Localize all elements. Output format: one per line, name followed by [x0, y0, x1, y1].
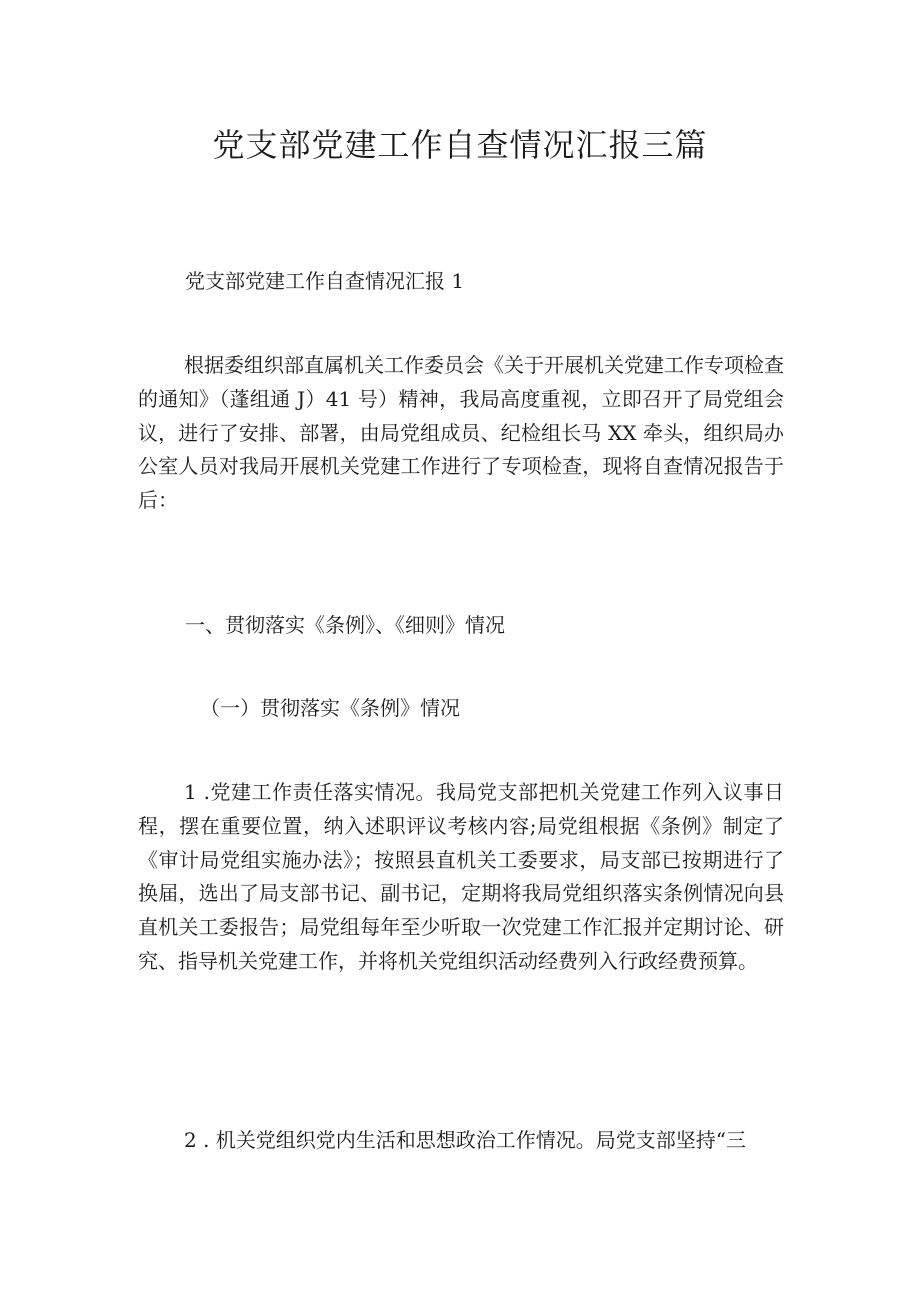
item-2-paragraph: 2 . 机关党组织党内生活和思想政治工作情况。局党支部坚持“三	[184, 1128, 747, 1152]
subsection-heading: （一）贯彻落实《条例》情况	[200, 696, 460, 720]
intro-paragraph: 根据委组织部直属机关工作委员会《关于开展机关党建工作专项检查的通知》（蓬组通 J）41 号）精神，我局高度重视，立即召开了局党组会议，进行了安排、部署，由局党组成员、纪检组长马 XX 牵头，组织局办公室人员对我局开展机关党建工作进行了专项检查，现将自查情况报告于后：	[138, 353, 784, 513]
item-1-paragraph: 1 .党建工作责任落实情况。我局党支部把机关党建工作列入议事日程，摆在重要位置，纳入述职评议考核内容;局党组根据《条例》制定了《审计局党组实施办法》；按照县直机关工委要求，局支部已按期进行了换届，选出了局支部书记、副书记，定期将我局党组织落实条例情况向县直机关工委报告；局党组每年至少听取一次党建工作汇报并定期讨论、研究、指导机关党建工作，并将机关党组织活动经费列入行政经费预算。	[138, 780, 784, 973]
document-title: 党支部党建工作自查情况汇报三篇	[212, 126, 708, 164]
section-heading: 一、贯彻落实《条例》、《细则》情况	[185, 613, 505, 637]
report-subtitle: 党支部党建工作自查情况汇报 1	[185, 269, 465, 293]
